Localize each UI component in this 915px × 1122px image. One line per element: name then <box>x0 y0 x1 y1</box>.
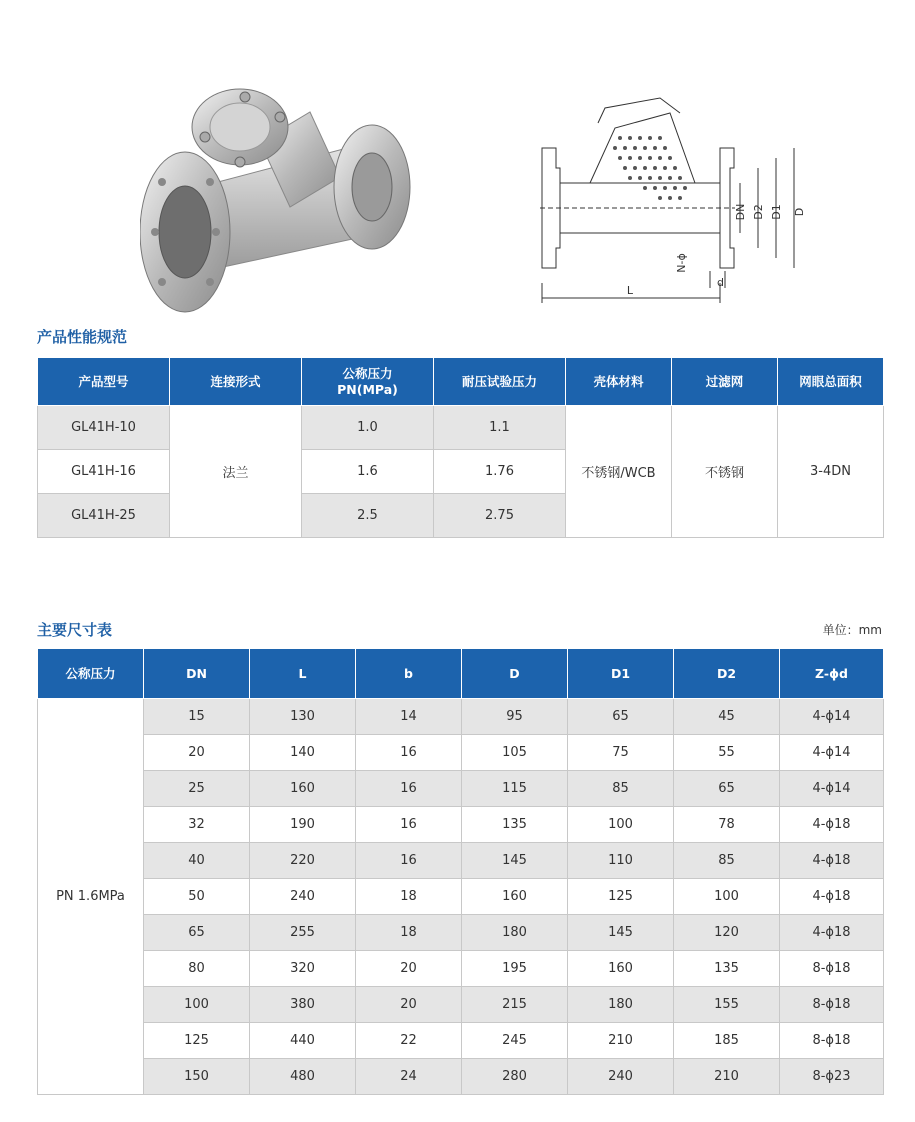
header-d1: D1 <box>568 649 674 699</box>
l-cell: 320 <box>250 951 356 987</box>
header-screen: 过滤网 <box>672 358 778 406</box>
b-cell: 18 <box>356 915 462 951</box>
dn-cell: 20 <box>144 735 250 771</box>
table-row <box>38 951 884 987</box>
b-cell: 20 <box>356 951 462 987</box>
l-cell: 140 <box>250 735 356 771</box>
z-phi-d-cell: 8-ϕ23 <box>780 1059 884 1095</box>
dn-cell: 150 <box>144 1059 250 1095</box>
table-row <box>38 807 884 843</box>
label-d2: D2 <box>752 204 765 220</box>
l-cell: 130 <box>250 699 356 735</box>
d-cell: 135 <box>462 807 568 843</box>
header-pressure: 公称压力 <box>38 649 144 699</box>
mesh-area-cell: 3-4DN <box>778 406 884 538</box>
header-test-pressure: 耐压试验压力 <box>434 358 566 406</box>
d-cell: 145 <box>462 843 568 879</box>
product-images <box>0 0 915 320</box>
dn-cell: 40 <box>144 843 250 879</box>
z-phi-d-cell: 4-ϕ18 <box>780 915 884 951</box>
b-cell: 16 <box>356 807 462 843</box>
l-cell: 440 <box>250 1023 356 1059</box>
d1-cell: 145 <box>568 915 674 951</box>
d2-cell: 155 <box>674 987 780 1023</box>
model-cell: GL41H-16 <box>38 450 170 494</box>
pn-cell: 2.5 <box>302 494 434 538</box>
table-row <box>38 1023 884 1059</box>
dn-cell: 65 <box>144 915 250 951</box>
dims-header-row <box>38 649 884 699</box>
dimensions-table <box>37 648 884 1095</box>
test-pressure-cell: 1.76 <box>434 450 566 494</box>
d-cell: 95 <box>462 699 568 735</box>
model-cell: GL41H-10 <box>38 406 170 450</box>
pressure-cell: PN 1.6MPa <box>38 699 144 1095</box>
d2-cell: 78 <box>674 807 780 843</box>
connection-cell: 法兰 <box>170 406 302 538</box>
technical-drawing <box>520 88 820 313</box>
d1-cell: 75 <box>568 735 674 771</box>
table-row <box>38 699 884 735</box>
table-row <box>38 915 884 951</box>
z-phi-d-cell: 8-ϕ18 <box>780 1023 884 1059</box>
d1-cell: 240 <box>568 1059 674 1095</box>
product-photo <box>140 82 430 317</box>
d-cell: 195 <box>462 951 568 987</box>
dimensions-title: 主要尺寸表 <box>37 621 113 639</box>
d1-cell: 125 <box>568 879 674 915</box>
d2-cell: 65 <box>674 771 780 807</box>
b-cell: 16 <box>356 735 462 771</box>
header-model: 产品型号 <box>38 358 170 406</box>
d2-cell: 120 <box>674 915 780 951</box>
unit-label: 单位：mm <box>822 623 882 637</box>
d2-cell: 55 <box>674 735 780 771</box>
dn-cell: 15 <box>144 699 250 735</box>
d1-cell: 85 <box>568 771 674 807</box>
l-cell: 380 <box>250 987 356 1023</box>
pn-cell: 1.6 <box>302 450 434 494</box>
label-n-phi: N-ϕ <box>675 253 688 273</box>
l-cell: 160 <box>250 771 356 807</box>
header-b: b <box>356 649 462 699</box>
z-phi-d-cell: 4-ϕ18 <box>780 807 884 843</box>
d1-cell: 110 <box>568 843 674 879</box>
b-cell: 18 <box>356 879 462 915</box>
b-cell: 16 <box>356 771 462 807</box>
table-row <box>38 735 884 771</box>
d-cell: 180 <box>462 915 568 951</box>
d2-cell: 210 <box>674 1059 780 1095</box>
d-cell: 105 <box>462 735 568 771</box>
header-mesh-area: 网眼总面积 <box>778 358 884 406</box>
label-l: L <box>626 284 634 297</box>
test-pressure-cell: 1.1 <box>434 406 566 450</box>
d-cell: 280 <box>462 1059 568 1095</box>
b-cell: 22 <box>356 1023 462 1059</box>
table-row <box>38 879 884 915</box>
d2-cell: 135 <box>674 951 780 987</box>
z-phi-d-cell: 4-ϕ14 <box>780 771 884 807</box>
l-cell: 255 <box>250 915 356 951</box>
z-phi-d-cell: 4-ϕ14 <box>780 699 884 735</box>
header-z-phi-d: Z-ϕd <box>780 649 884 699</box>
z-phi-d-cell: 8-ϕ18 <box>780 951 884 987</box>
dn-cell: 25 <box>144 771 250 807</box>
z-phi-d-cell: 4-ϕ18 <box>780 879 884 915</box>
l-cell: 190 <box>250 807 356 843</box>
b-cell: 20 <box>356 987 462 1023</box>
d2-cell: 100 <box>674 879 780 915</box>
dn-cell: 32 <box>144 807 250 843</box>
table-row <box>38 1059 884 1095</box>
d1-cell: 180 <box>568 987 674 1023</box>
b-cell: 14 <box>356 699 462 735</box>
l-cell: 220 <box>250 843 356 879</box>
header-d: D <box>462 649 568 699</box>
d-cell: 245 <box>462 1023 568 1059</box>
label-dn: DN <box>734 203 747 221</box>
header-pressure: 公称压力 PN(MPa) <box>302 358 434 406</box>
table-row <box>38 843 884 879</box>
d2-cell: 45 <box>674 699 780 735</box>
d-cell: 160 <box>462 879 568 915</box>
dn-cell: 125 <box>144 1023 250 1059</box>
header-connection: 连接形式 <box>170 358 302 406</box>
l-cell: 480 <box>250 1059 356 1095</box>
pn-cell: 1.0 <box>302 406 434 450</box>
model-cell: GL41H-25 <box>38 494 170 538</box>
z-phi-d-cell: 4-ϕ18 <box>780 843 884 879</box>
table-row <box>38 406 884 450</box>
test-pressure-cell: 2.75 <box>434 494 566 538</box>
table-row <box>38 987 884 1023</box>
z-phi-d-cell: 8-ϕ18 <box>780 987 884 1023</box>
screen-cell: 不锈钢 <box>672 406 778 538</box>
d1-cell: 210 <box>568 1023 674 1059</box>
dims-body <box>38 699 884 1095</box>
d-cell: 115 <box>462 771 568 807</box>
performance-title: 产品性能规范 <box>37 328 128 346</box>
d-cell: 215 <box>462 987 568 1023</box>
performance-table <box>37 357 884 538</box>
l-cell: 240 <box>250 879 356 915</box>
header-body-material: 壳体材料 <box>566 358 672 406</box>
label-d-small: d <box>717 276 724 289</box>
d1-cell: 65 <box>568 699 674 735</box>
dn-cell: 50 <box>144 879 250 915</box>
header-d2: D2 <box>674 649 780 699</box>
header-l: L <box>250 649 356 699</box>
dn-cell: 100 <box>144 987 250 1023</box>
body-material-cell: 不锈钢/WCB <box>566 406 672 538</box>
label-d1: D1 <box>770 204 783 220</box>
dn-cell: 80 <box>144 951 250 987</box>
table-row <box>38 771 884 807</box>
b-cell: 16 <box>356 843 462 879</box>
b-cell: 24 <box>356 1059 462 1095</box>
header-dn: DN <box>144 649 250 699</box>
z-phi-d-cell: 4-ϕ14 <box>780 735 884 771</box>
d2-cell: 185 <box>674 1023 780 1059</box>
label-d: D <box>793 207 806 217</box>
d1-cell: 160 <box>568 951 674 987</box>
d1-cell: 100 <box>568 807 674 843</box>
d2-cell: 85 <box>674 843 780 879</box>
